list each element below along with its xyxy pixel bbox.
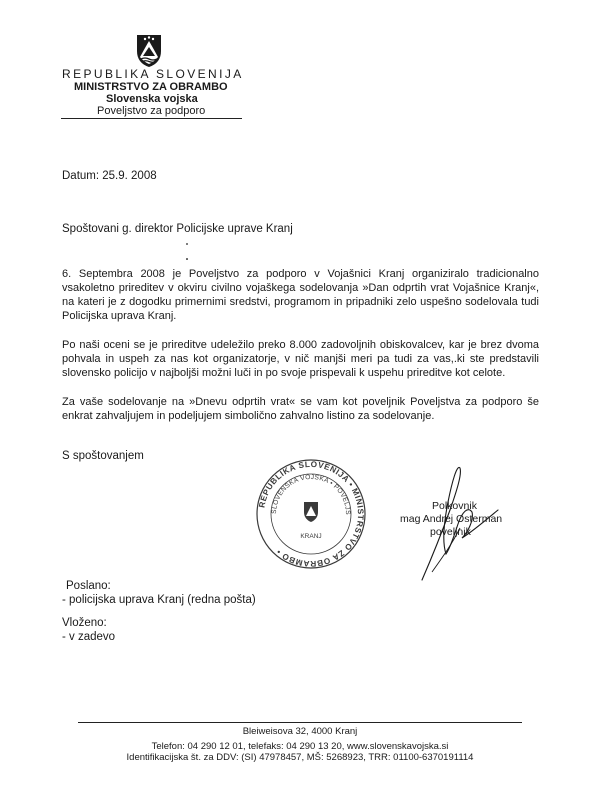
signatory-title: poveljnik bbox=[430, 526, 471, 538]
letter-paragraph: Po naši oceni se je prireditve udeležilo preko 8.000 zadovoljnih obiskovalcev, kar je brez dvoma pohvala in uspeh za nas kot organizatorje, v nič manjši meri pa tudi za vas,.ki ste predstavili slovensko policijo v najboljši možni luči in po svoje prispevali k uspehu prireditve kot celote. bbox=[62, 339, 539, 379]
enclosed-label: Vloženo: bbox=[62, 617, 107, 629]
republic-name: REPUBLIKA SLOVENIJA bbox=[62, 67, 244, 81]
letter-paragraph: 6. Septembra 2008 je Poveljstvo za podporo v Vojašnici Kranj organiziralo tradicionalno vsakoletno prireditev v okviru civilno vojaškega sodelovanja »Dan odprtih vrat Vojašnice Kranj«, na kateri je z dogodku primernimi sredstvi, programom in pripadniki zelo uspešno sodelovala tudi Policijska uprava Kranj. bbox=[62, 268, 539, 322]
letter-closing: S spoštovanjem bbox=[62, 450, 144, 462]
army-name: Slovenska vojska bbox=[106, 93, 198, 105]
stamp-city: KRANJ bbox=[300, 533, 322, 540]
footer-contact: Telefon: 04 290 12 01, telefaks: 04 290 13 20, www.slovenskavojska.si bbox=[151, 741, 449, 752]
header-divider bbox=[61, 118, 242, 119]
scan-speck bbox=[186, 258, 188, 260]
slovenia-coat-of-arms-icon bbox=[135, 33, 163, 69]
signatory-rank: Polkovnik bbox=[432, 500, 477, 512]
letter-date: Datum: 25.9. 2008 bbox=[62, 170, 157, 182]
signatory-name: mag Andrej Osterman bbox=[400, 513, 503, 525]
handwritten-signature-icon bbox=[402, 462, 512, 584]
sent-label: Poslano: bbox=[66, 580, 111, 592]
official-stamp-icon bbox=[255, 458, 367, 570]
stamp-inner-text: SLOVENSKA VOJSKA • POVELJS bbox=[270, 473, 352, 516]
footer-address: Bleiweisova 32, 4000 Kranj bbox=[242, 726, 358, 737]
command-name: Poveljstvo za podporo bbox=[97, 105, 206, 117]
enclosed-item: - v zadevo bbox=[62, 631, 116, 643]
sent-recipient: - policijska uprava Kranj (redna pošta) bbox=[62, 594, 256, 606]
footer-ids: Identifikacijska št. za DDV: (SI) 47978457, MŠ: 5268923, TRR: 01100-6370191114 bbox=[126, 752, 474, 763]
ministry-name: MINISTRSTVO ZA OBRAMBO bbox=[74, 81, 228, 93]
scan-speck bbox=[186, 243, 188, 245]
letter-paragraph: Za vaše sodelovanje na »Dnevu odprtih vrat« se vam kot poveljnik Poveljstva za podporo še enkrat zahvaljujem in podeljujem simbolično zahvalno listino za sodelovanje. bbox=[62, 396, 539, 422]
letter-greeting: Spoštovani g. direktor Policijske uprave Kranj bbox=[62, 223, 293, 235]
stamp-outer-text: REPUBLIKA SLOVENIJA • MINISTRSTVO ZA OBRAMBO • bbox=[257, 459, 366, 569]
footer-divider bbox=[78, 722, 522, 723]
